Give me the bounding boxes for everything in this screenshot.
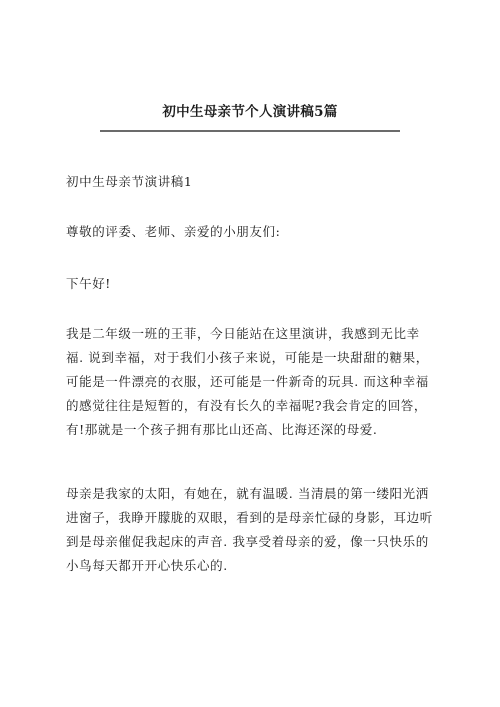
paragraph-line: 我是二年级一班的王菲，今日能站在这里演讲，我感到无比幸 — [66, 326, 420, 341]
paragraph-line: 进窗子，我睁开朦胧的双眼，看到的是母亲忙碌的身影，耳边听 — [66, 510, 433, 525]
paragraph-line: 的感觉往往是短暂的，有没有长久的幸福呢?我会肯定的回答， — [66, 398, 428, 413]
document-title: 初中生母亲节个人演讲稿5篇 — [162, 104, 338, 120]
salutation — [66, 220, 438, 244]
salutation-text: 尊敬的评委、老师、亲爱的小朋友们: — [66, 224, 281, 239]
paragraph-1 — [66, 322, 438, 442]
paragraph-line: 福. 说到幸福，对于我们小孩子来说，可能是一块甜甜的糖果， — [66, 350, 429, 365]
paragraph-line: 到是母亲催促我起床的声音. 我享受着母亲的爱，像一只快乐的 — [66, 534, 429, 549]
section-heading-text: 初中生母亲节演讲稿1 — [66, 174, 193, 189]
title-divider — [100, 130, 400, 132]
greeting — [66, 272, 438, 296]
paragraph-line: 可能是一件漂亮的衣服，还可能是一件新奇的玩具. 而这种幸福 — [66, 374, 429, 389]
greeting-text: 下午好! — [66, 276, 111, 291]
section-heading — [66, 170, 438, 194]
paragraph-line: 小鸟每天都开开心快乐心的. — [66, 558, 228, 573]
paragraph-line: 母亲是我家的太阳，有她在，就有温暖. 当清晨的第一缕阳光洒 — [66, 486, 429, 501]
paragraph-line: 有!那就是一个孩子拥有那比山还高、比海还深的母爱. — [66, 422, 378, 437]
paragraph-2 — [66, 482, 438, 578]
